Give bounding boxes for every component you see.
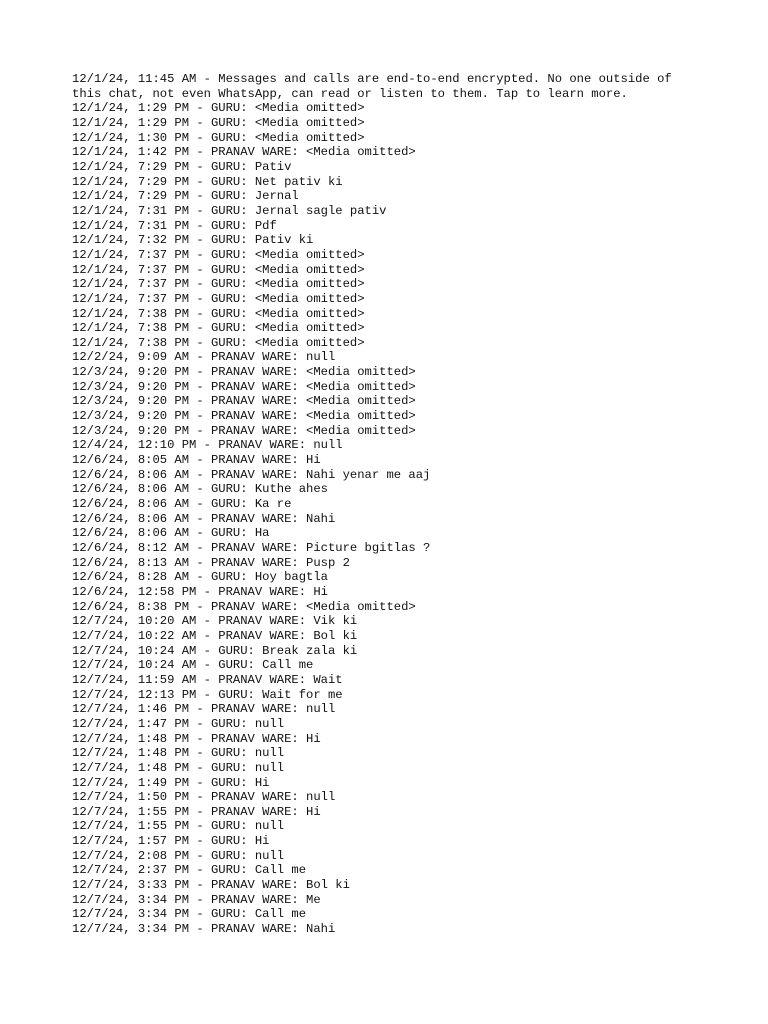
log-line: 12/7/24, 3:34 PM - PRANAV WARE: Me [72,892,321,907]
log-line: 12/2/24, 9:09 AM - PRANAV WARE: null [72,350,336,365]
log-line: 12/4/24, 12:10 PM - PRANAV WARE: null [72,438,343,453]
log-line: 12/1/24, 7:38 PM - GURU: <Media omitted> [72,321,365,336]
log-line: 12/7/24, 1:55 PM - PRANAV WARE: Hi [72,804,321,819]
log-line: 12/7/24, 1:55 PM - GURU: null [72,819,285,834]
log-line: 12/6/24, 8:13 AM - PRANAV WARE: Pusp 2 [72,555,350,570]
log-line: 12/7/24, 10:24 AM - GURU: Call me [72,658,314,673]
log-line: 12/1/24, 1:42 PM - PRANAV WARE: <Media omitted> [72,145,416,160]
log-line: 12/6/24, 8:06 AM - GURU: Ha [72,526,270,541]
log-line: 12/7/24, 1:46 PM - PRANAV WARE: null [72,702,336,717]
log-line: 12/7/24, 11:59 AM - PRANAV WARE: Wait [72,672,343,687]
log-line: 12/7/24, 1:48 PM - PRANAV WARE: Hi [72,731,321,746]
log-line: 12/1/24, 7:38 PM - GURU: <Media omitted> [72,335,365,350]
log-line: 12/7/24, 3:33 PM - PRANAV WARE: Bol ki [72,878,350,893]
log-line: 12/6/24, 12:58 PM - PRANAV WARE: Hi [72,584,328,599]
log-line: 12/3/24, 9:20 PM - PRANAV WARE: <Media omitted> [72,365,416,380]
log-line: 12/1/24, 7:29 PM - GURU: Pativ [72,159,292,174]
log-line: 12/7/24, 2:08 PM - GURU: null [72,848,285,863]
log-line: this chat, not even WhatsApp, can read or listen to them. Tap to learn more. [72,86,628,101]
chat-transcript [72,72,702,937]
log-line: 12/7/24, 3:34 PM - PRANAV WARE: Nahi [72,922,336,937]
log-line: 12/1/24, 7:37 PM - GURU: <Media omitted> [72,291,365,306]
log-line: 12/1/24, 1:29 PM - GURU: <Media omitted> [72,115,365,130]
log-line: 12/7/24, 1:48 PM - GURU: null [72,746,285,761]
log-line: 12/1/24, 7:32 PM - GURU: Pativ ki [72,233,314,248]
log-line: 12/3/24, 9:20 PM - PRANAV WARE: <Media omitted> [72,379,416,394]
log-line: 12/7/24, 1:47 PM - GURU: null [72,716,285,731]
log-line: 12/7/24, 10:20 AM - PRANAV WARE: Vik ki [72,614,358,629]
log-line: 12/7/24, 1:48 PM - GURU: null [72,760,285,775]
log-line: 12/1/24, 7:37 PM - GURU: <Media omitted> [72,247,365,262]
log-line: 12/1/24, 7:37 PM - GURU: <Media omitted> [72,262,365,277]
log-line: 12/1/24, 7:29 PM - GURU: Net pativ ki [72,174,343,189]
log-line: 12/7/24, 10:24 AM - GURU: Break zala ki [72,643,358,658]
log-line: 12/3/24, 9:20 PM - PRANAV WARE: <Media omitted> [72,423,416,438]
log-line: 12/7/24, 12:13 PM - GURU: Wait for me [72,687,343,702]
log-line: 12/1/24, 11:45 AM - Messages and calls are end-to-end encrypted. No one outside of [72,72,672,86]
log-line: 12/1/24, 7:37 PM - GURU: <Media omitted> [72,277,365,292]
log-line: 12/1/24, 7:29 PM - GURU: Jernal [72,189,299,204]
log-line: 12/3/24, 9:20 PM - PRANAV WARE: <Media omitted> [72,394,416,409]
log-line: 12/1/24, 7:31 PM - GURU: Pdf [72,218,277,233]
log-line: 12/6/24, 8:06 AM - GURU: Kuthe ahes [72,482,328,497]
log-line: 12/6/24, 8:06 AM - PRANAV WARE: Nahi yenar me aaj [72,467,431,482]
log-line: 12/7/24, 2:37 PM - GURU: Call me [72,863,307,878]
log-line: 12/1/24, 1:30 PM - GURU: <Media omitted> [72,130,365,145]
log-line: 12/6/24, 8:06 AM - PRANAV WARE: Nahi [72,511,336,526]
log-line: 12/6/24, 8:12 AM - PRANAV WARE: Picture bgitlas ? [72,541,431,555]
log-line: 12/1/24, 1:29 PM - GURU: <Media omitted> [72,101,365,116]
log-line: 12/6/24, 8:38 PM - PRANAV WARE: <Media omitted> [72,599,416,614]
log-line: 12/7/24, 10:22 AM - PRANAV WARE: Bol ki [72,628,358,643]
log-line: 12/6/24, 8:06 AM - GURU: Ka re [72,497,292,512]
log-line: 12/7/24, 1:50 PM - PRANAV WARE: null [72,790,336,805]
log-line: 12/7/24, 3:34 PM - GURU: Call me [72,907,307,922]
log-line: 12/7/24, 1:49 PM - GURU: Hi [72,775,270,790]
log-line: 12/1/24, 7:38 PM - GURU: <Media omitted> [72,306,365,321]
log-line: 12/1/24, 7:31 PM - GURU: Jernal sagle pativ [72,203,387,218]
log-line: 12/6/24, 8:28 AM - GURU: Hoy bagtla [72,570,328,585]
log-line: 12/3/24, 9:20 PM - PRANAV WARE: <Media omitted> [72,409,416,424]
log-line: 12/7/24, 1:57 PM - GURU: Hi [72,834,270,849]
log-line: 12/6/24, 8:05 AM - PRANAV WARE: Hi [72,453,321,468]
